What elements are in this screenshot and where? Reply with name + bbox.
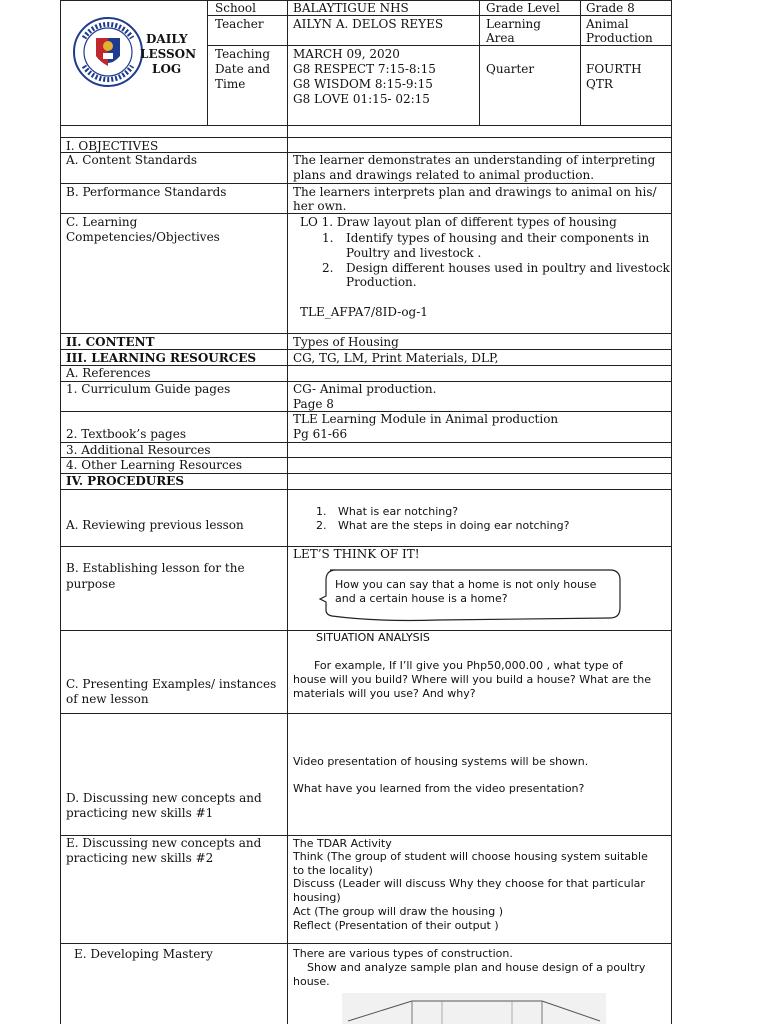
textbook-label: 2. Textbook’s pages [66,427,186,441]
situation-text-1: For example, If I’ll give you Php50,000.00 , what type of [314,659,623,672]
review-question-1-number: 1. [316,505,327,518]
date-label-1: Teaching [215,47,271,61]
teacher-label: Teacher [215,17,264,31]
video-question-text: What have you learned from the video presentation? [293,782,585,795]
situation-text-2: house will you build? Where will you build a house? What are the [293,673,651,686]
time-respect: G8 RESPECT 7:15-8:15 [293,62,436,76]
objectives-heading: I. OBJECTIVES [66,139,159,153]
objective-1-line-1: Identify types of housing and their components in [346,231,650,245]
poultry-house-plan-image [342,993,606,1024]
tdar-think-2: to the locality) [293,864,373,877]
date-label-2: Date and [215,62,271,76]
school-label: School [215,1,256,15]
header-divider-3 [479,0,480,125]
textbook-value-1: TLE Learning Module in Animal production [293,412,559,426]
developing-mastery-label: E. Developing Mastery [74,947,213,961]
row-line [60,365,671,366]
curriculum-guide-value-2: Page 8 [293,397,334,411]
tdar-reflect: Reflect (Presentation of their output ) [293,919,499,932]
presenting-label-2: of new lesson [66,692,149,706]
title-log: LOG [152,62,182,76]
time-love: G8 LOVE 01:15- 02:15 [293,92,430,106]
resources-heading: III. LEARNING RESOURCES [66,351,257,365]
deped-seal-logo [72,8,144,96]
row-line [60,349,671,350]
review-question-1: What is ear notching? [338,505,459,518]
establishing-label-1: B. Establishing lesson for the [66,561,245,575]
date-value: MARCH 09, 2020 [293,47,400,61]
competency-code: TLE_AFPA7/8ID-og-1 [300,305,428,319]
bubble-text-1: How you can say that a home is not only house [335,578,597,591]
mastery-text-2: Show and analyze sample plan and house design of a poultry [307,961,646,974]
row-line [60,125,671,126]
reviewing-label: A. Reviewing previous lesson [66,518,244,532]
discussing-1-label-1: D. Discussing new concepts and [66,791,262,805]
row-line [60,713,671,714]
tdar-act: Act (The group will draw the housing ) [293,905,504,918]
discussing-2-label-1: E. Discussing new concepts and [66,836,262,850]
table-border-right [671,0,672,1024]
performance-standards-text-1: The learners interprets plan and drawings to animal on his/ [293,185,657,199]
mastery-text-1: There are various types of construction. [293,947,513,960]
tdar-discuss-1: Discuss (Leader will discuss Why they choose for that particular [293,877,645,890]
procedures-heading: IV. PROCEDURES [66,474,184,488]
tdar-title: The TDAR Activity [293,837,392,850]
presenting-label-1: C. Presenting Examples/ instances [66,677,277,691]
row-line [60,943,671,944]
time-wisdom: G8 WISDOM 8:15-9:15 [293,77,433,91]
curriculum-guide-label: 1. Curriculum Guide pages [66,382,231,396]
row-line [207,45,671,46]
area-label-1: Learning [486,17,541,31]
objective-2-line-2: Production. [346,275,417,289]
objective-1-line-2: Poultry and livestock . [346,246,482,260]
performance-standards-label: B. Performance Standards [66,185,227,199]
area-label-2: Area [486,31,515,45]
table-border-left [60,0,61,1024]
area-value-2: Production [586,31,653,45]
column-divider [287,125,288,1024]
discussing-1-label-2: practicing new skills #1 [66,806,214,820]
row-line [60,183,671,184]
other-resources-label: 4. Other Learning Resources [66,458,243,472]
title-lesson: LESSON [140,47,197,61]
video-presentation-text: Video presentation of housing systems will be shown. [293,755,589,768]
content-value: Types of Housing [293,335,399,349]
row-line [60,137,671,138]
bubble-text-2: and a certain house is a home? [335,592,508,605]
competencies-label-2: Competencies/Objectives [66,230,220,244]
situation-text-3: materials will you use? And why? [293,687,476,700]
header-divider-1 [207,0,208,125]
objective-2-line-1: Design different houses used in poultry and livestock [346,261,670,275]
title-daily: DAILY [146,32,188,46]
quarter-value-2: QTR [586,77,613,91]
resources-value: CG, TG, LM, Print Materials, DLP, [293,351,499,365]
school-value: BALAYTIGUE NHS [293,1,409,15]
content-standards-text-1: The learner demonstrates an understanding of interpreting [293,153,656,167]
lo-title: LO 1. Draw layout plan of different types of housing [300,215,617,229]
row-line [60,489,671,490]
row-line [60,213,671,214]
think-of-it-title: LET’S THINK OF IT! [293,547,420,561]
review-question-2: What are the steps in doing ear notching? [338,519,570,532]
quarter-value-1: FOURTH [586,62,642,76]
objective-2-number: 2. [322,261,334,275]
review-question-2-number: 2. [316,519,327,532]
establishing-label-2: purpose [66,577,116,591]
tdar-think-1: Think (The group of student will choose housing system suitable [293,850,648,863]
competencies-label-1: C. Learning [66,215,138,229]
additional-resources-label: 3. Additional Resources [66,443,211,457]
mastery-text-3: house. [293,975,330,988]
grade-value: Grade 8 [586,1,635,15]
performance-standards-text-2: her own. [293,199,347,213]
header-divider-2 [287,0,288,125]
tdar-discuss-2: housing) [293,891,341,904]
date-label-3: Time [215,77,246,91]
content-heading: II. CONTENT [66,335,155,349]
row-line [207,15,671,16]
content-standards-text-2: plans and drawings related to animal production. [293,168,595,182]
quarter-label: Quarter [486,62,535,76]
references-label: A. References [66,366,151,380]
header-divider-4 [580,0,581,125]
area-value-1: Animal [586,17,629,31]
row-line [60,333,671,334]
grade-label: Grade Level [486,1,560,15]
situation-analysis-title: SITUATION ANALYSIS [316,631,430,644]
textbook-value-2: Pg 61-66 [293,427,348,441]
discussing-2-label-2: practicing new skills #2 [66,851,214,865]
content-standards-label: A. Content Standards [66,153,198,167]
teacher-value: AILYN A. DELOS REYES [293,17,444,31]
objective-1-number: 1. [322,231,334,245]
curriculum-guide-value-1: CG- Animal production. [293,382,437,396]
